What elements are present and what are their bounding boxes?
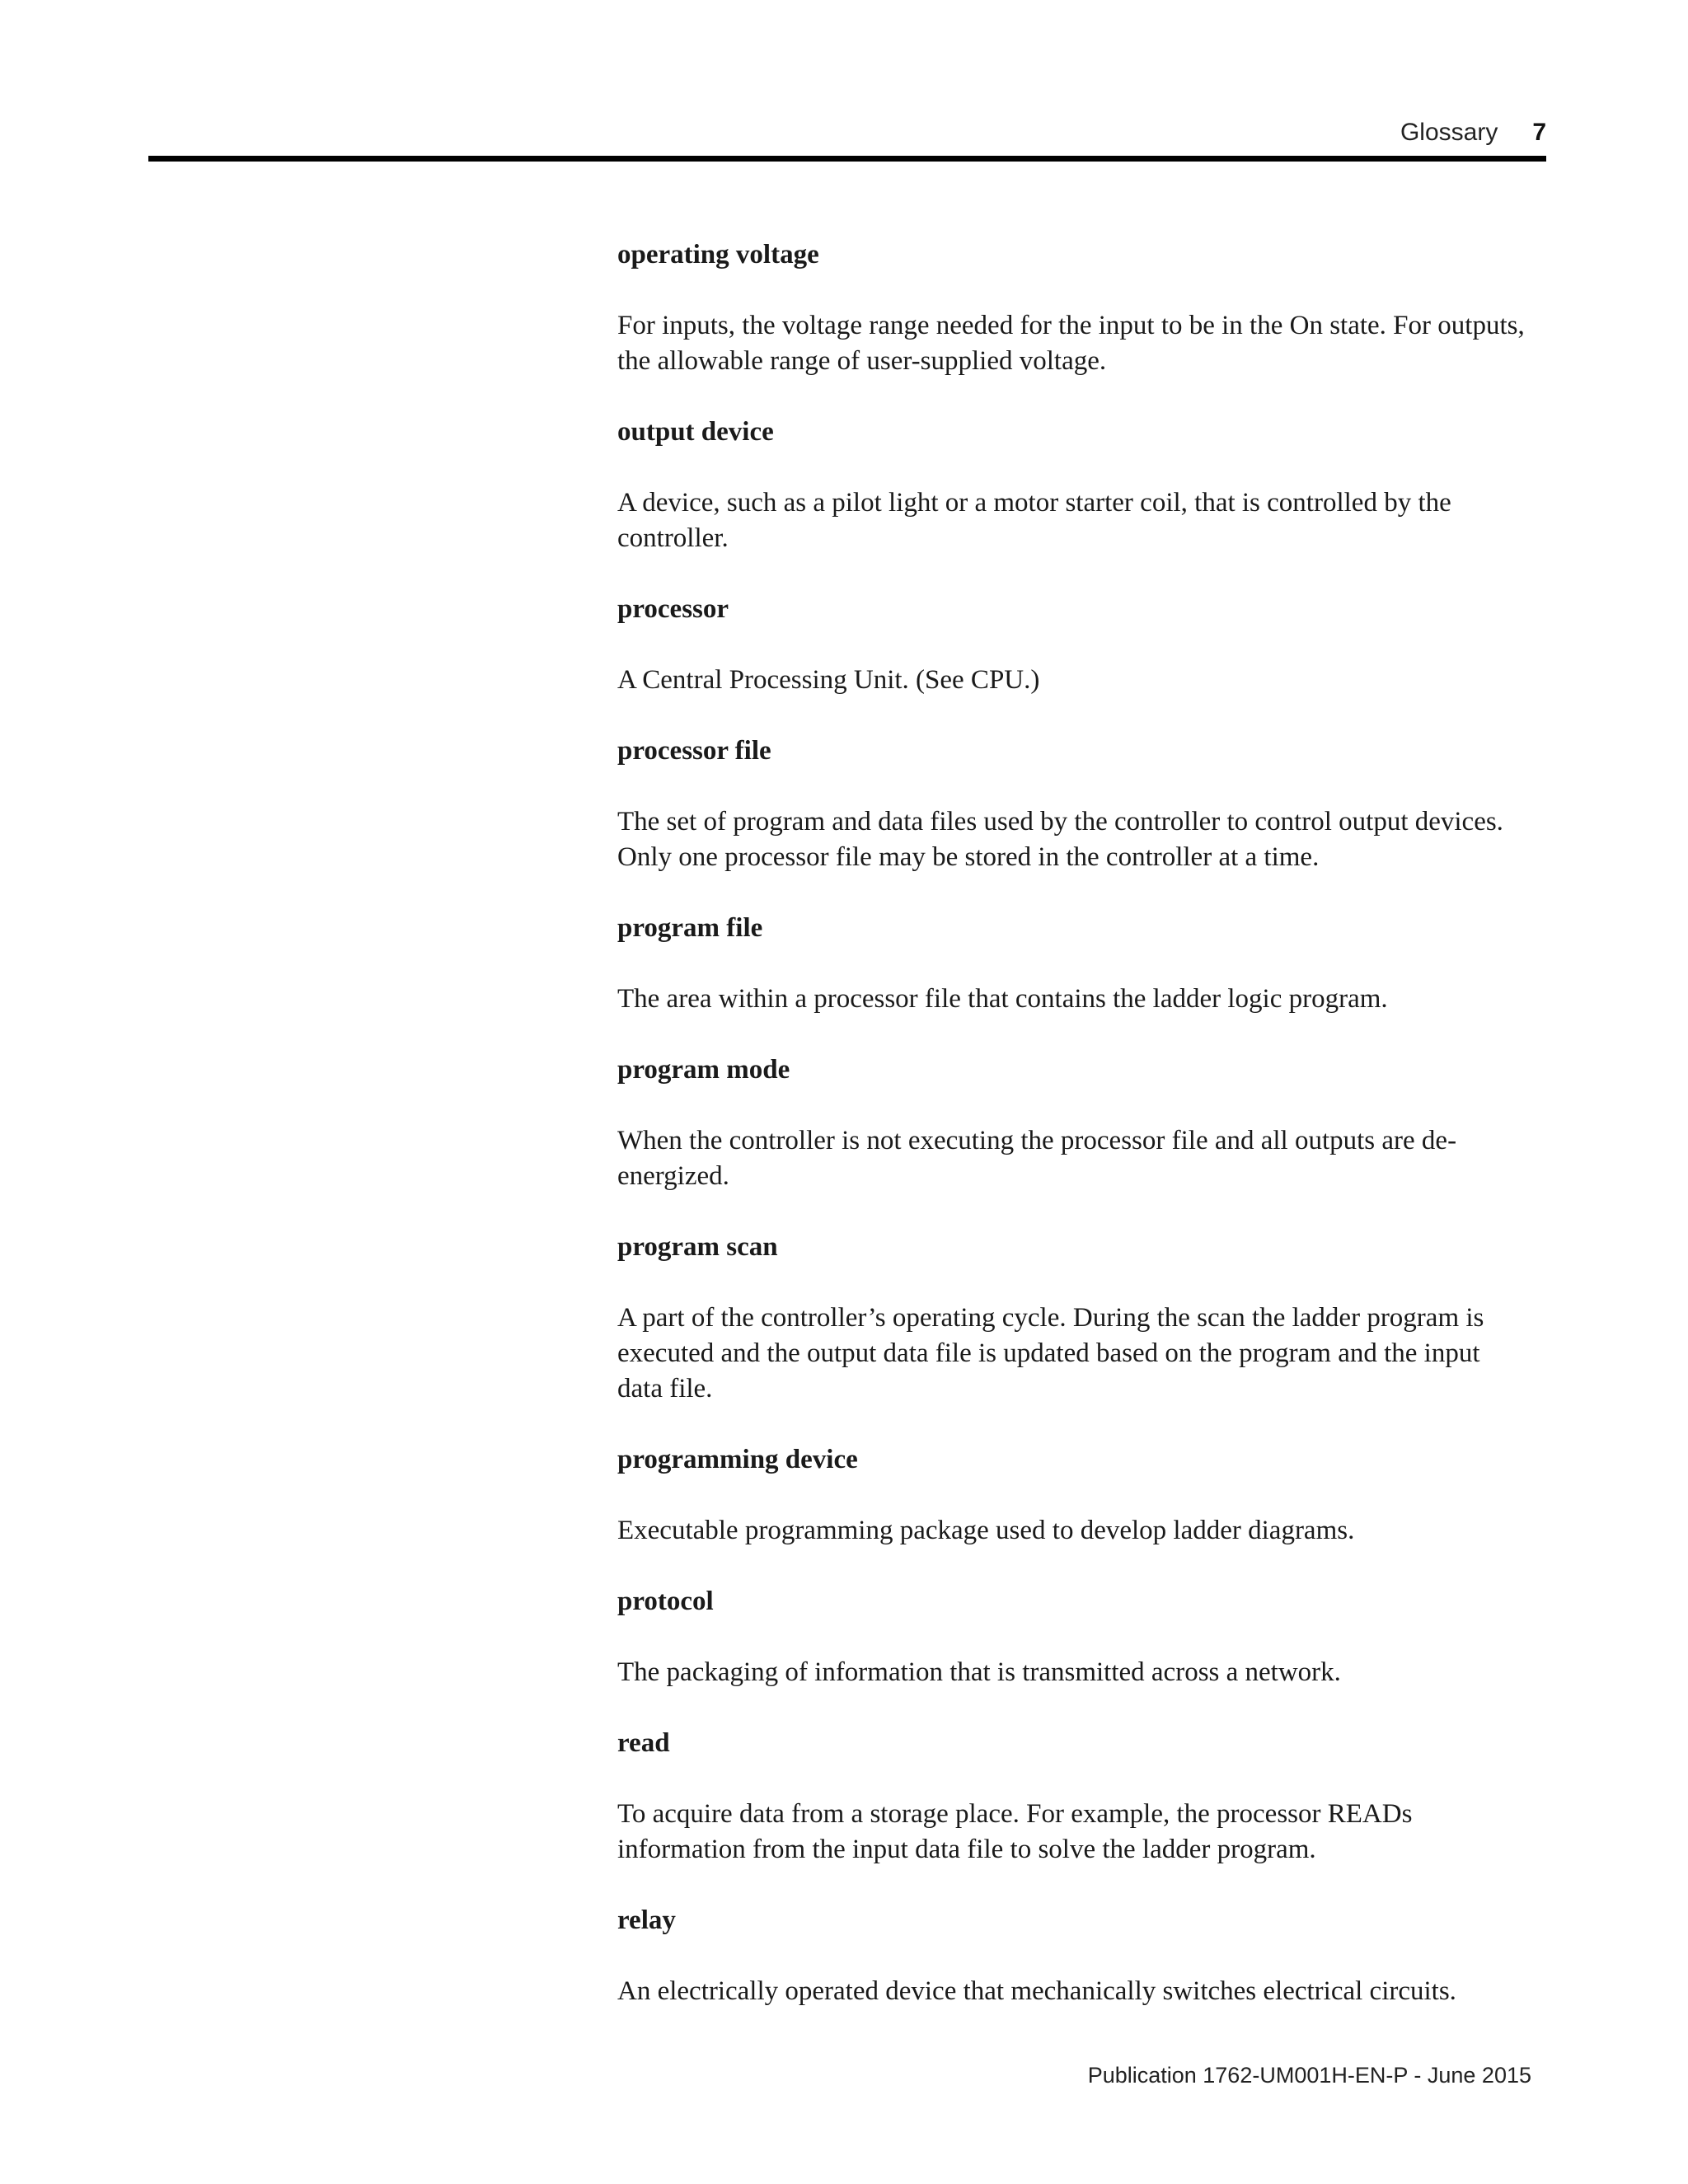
glossary-definition: When the controller is not executing the processor file and all outputs are de-energized. (617, 1126, 1457, 1191)
page-header (148, 112, 1546, 153)
glossary-entry (617, 1726, 1531, 1868)
page-number: 7 (1532, 119, 1546, 146)
header-text (1400, 112, 1546, 153)
glossary-definition: The set of program and data files used by the controller to control output devices. Only one processor file may be stored in the controller at a time. (617, 807, 1503, 872)
glossary-list (617, 237, 1531, 2045)
glossary-definition: An electrically operated device that mechanically switches electrical circuits. (617, 1976, 1456, 2006)
glossary-term: output device (617, 417, 774, 447)
glossary-entry (617, 1903, 1531, 2009)
glossary-entry (617, 733, 1531, 875)
glossary-definition: A device, such as a pilot light or a motor starter coil, that is controlled by the controller. (617, 488, 1451, 553)
glossary-definition: The area within a processor file that contains the ladder logic program. (617, 984, 1388, 1014)
glossary-term: processor (617, 594, 729, 624)
glossary-term: programming device (617, 1445, 858, 1474)
header-section-title: Glossary (1400, 119, 1498, 146)
glossary-term: read (617, 1728, 670, 1758)
glossary-term: protocol (617, 1586, 714, 1616)
glossary-term: processor file (617, 736, 771, 766)
glossary-entry (617, 911, 1531, 1017)
glossary-entry (617, 1442, 1531, 1549)
glossary-term: program mode (617, 1055, 790, 1085)
glossary-entry (617, 1052, 1531, 1194)
glossary-definition: A part of the controller’s operating cycle. During the scan the ladder program is executed and the output data file is updated based on the program and the input data file. (617, 1303, 1484, 1404)
glossary-entry (617, 415, 1531, 556)
glossary-term: program scan (617, 1232, 778, 1262)
glossary-entry (617, 592, 1531, 698)
glossary-definition: The packaging of information that is transmitted across a network. (617, 1657, 1341, 1687)
publication-footer: Publication 1762-UM001H-EN-P - June 2015 (1087, 2063, 1531, 2088)
glossary-definition: For inputs, the voltage range needed for the input to be in the On state. For outputs, the allowable range of user-supplied voltage. (617, 311, 1525, 376)
header-rule (148, 156, 1546, 162)
glossary-definition: A Central Processing Unit. (See CPU.) (617, 665, 1040, 695)
glossary-entry (617, 237, 1531, 379)
glossary-definition: To acquire data from a storage place. For example, the processor READs information from the input data file to solve the ladder program. (617, 1799, 1413, 1864)
glossary-term: relay (617, 1905, 676, 1935)
glossary-entry (617, 1584, 1531, 1690)
glossary-term: operating voltage (617, 240, 819, 269)
glossary-entry (617, 1230, 1531, 1407)
glossary-definition: Executable programming package used to develop ladder diagrams. (617, 1516, 1355, 1545)
glossary-term: program file (617, 913, 763, 943)
